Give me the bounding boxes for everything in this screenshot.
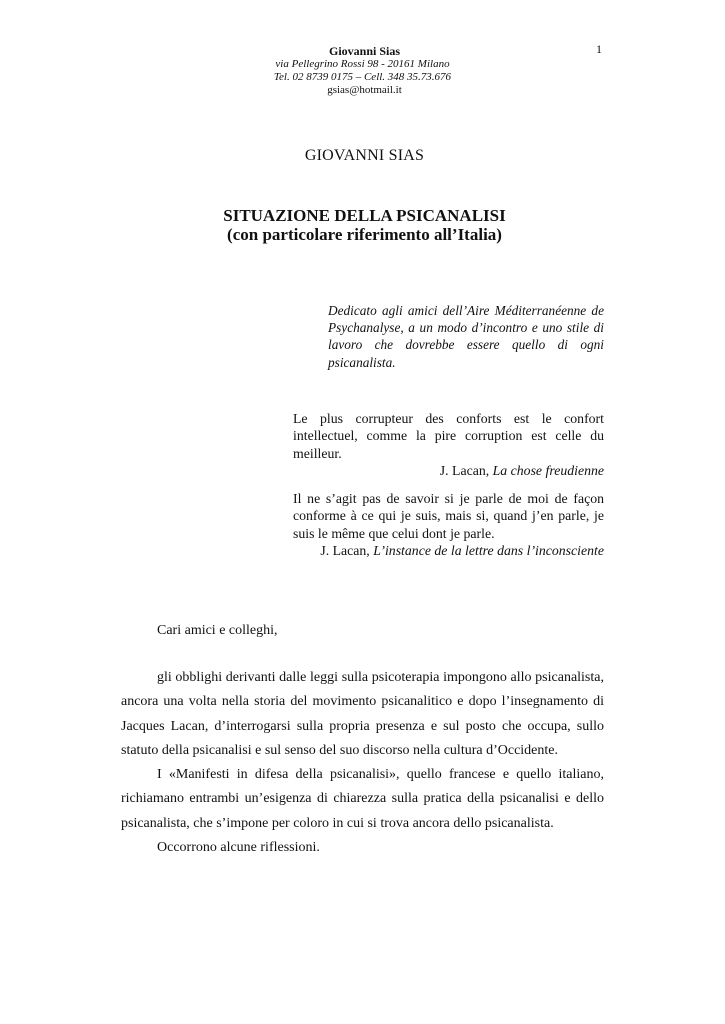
letterhead <box>0 44 725 97</box>
letterhead-address: via Pellegrino Rossi 98 - 20161 Milano <box>275 58 450 70</box>
letterhead-phone: Tel. 02 8739 0175 – Cell. 348 35.73.676 <box>273 71 452 83</box>
epigraph-quote: Il ne s’agit pas de savoir si je parle de moi de façon conforme à ce qui je suis, mais si, quand j’en parle, je suis le même que celui dont je parle. <box>293 491 604 541</box>
body-paragraph: I «Manifesti in difesa della psicanalisi», quello francese e quello italiano, richiamano entrambi un’esigenza di chiarezza sulla pratica della psicanalisi e dello psicanalista, che s’impone per coloro in cui si trova ancora dello psicanalista. <box>121 767 604 831</box>
epigraph-work: L’instance de la lettre dans l’inconsciente <box>373 542 604 558</box>
document-title <box>0 206 725 244</box>
document-author: GIOVANNI SIAS <box>304 147 425 164</box>
body-paragraph: gli obblighi derivanti dalle leggi sulla psicoterapia impongono allo psicanalista, ancora una volta nella storia del movimento psicanalitico e dopo l’insegnamento di Jacques Lacan, d’interrogarsi sulla propria presenza e sul posto che occupa, sullo statuto della psicanalisi e sul senso del suo discorso nella cultura d’Occidente. <box>121 670 604 758</box>
letterhead-name: Giovanni Sias <box>328 44 401 58</box>
epigraph <box>293 490 604 559</box>
title-line-2: (con particolare riferimento all’Italia) <box>227 225 502 244</box>
body-paragraph: Occorrono alcune riflessioni. <box>157 840 320 856</box>
letterhead-email: gsias@hotmail.it <box>327 84 402 96</box>
epigraph-attribution <box>293 542 604 559</box>
salutation: Cari amici e colleghi, <box>157 623 278 638</box>
page-number: 1 <box>596 42 602 56</box>
epigraph-author: J. Lacan, <box>439 462 490 478</box>
epigraph <box>293 410 604 479</box>
epigraph-author: J. Lacan, <box>320 542 370 558</box>
epigraph-quote: Le plus corrupteur des conforts est le confort intellectuel, comme la pire corruption est celle du meilleur. <box>293 411 604 461</box>
epigraph-work: La chose freudienne <box>492 462 604 478</box>
epigraph-attribution <box>293 462 604 479</box>
body-text <box>121 666 604 860</box>
dedication: Dedicato agli amici dell’Aire Méditerranéenne de Psychanalyse, a un modo d’incontro e uno stile di lavoro che dovrebbe essere quello di ogni psicanalista. <box>328 303 604 370</box>
title-line-1: SITUAZIONE DELLA PSICANALISI <box>223 206 506 225</box>
